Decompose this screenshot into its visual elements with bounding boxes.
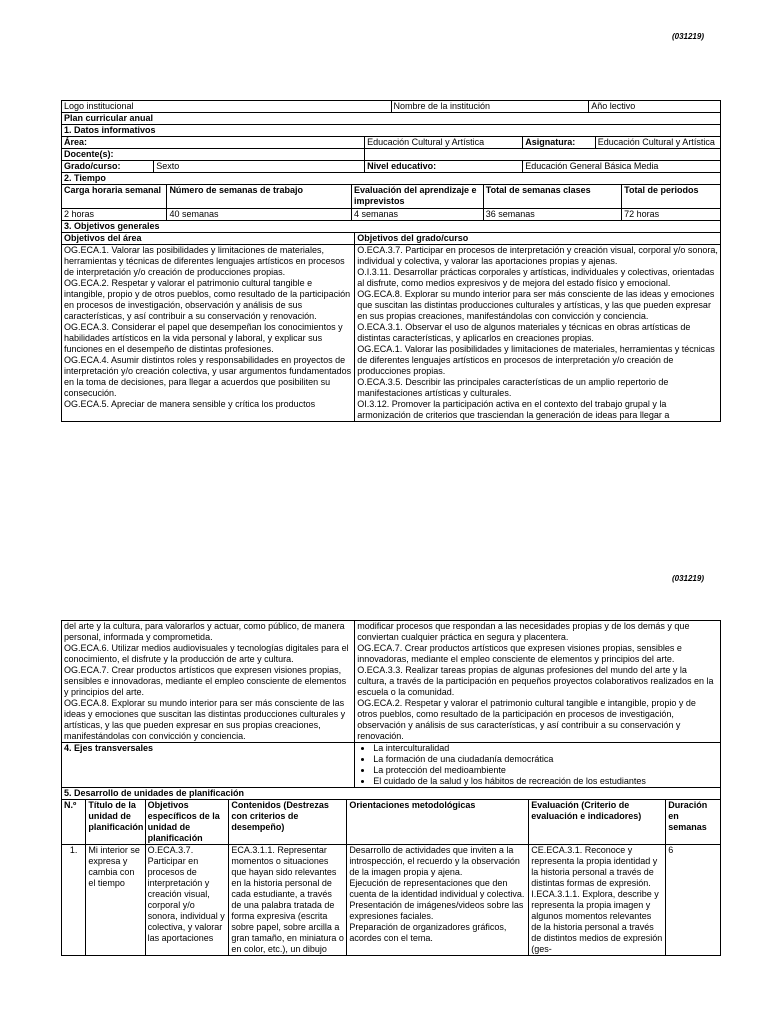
table-row	[62, 845, 721, 956]
objetivos-table-2	[61, 620, 721, 800]
datos-table	[61, 136, 721, 185]
section-objetivos-title: 3. Objetivos generales	[62, 221, 721, 233]
section-unidades-title: 5. Desarrollo de unidades de planificación	[62, 788, 721, 800]
unidades-header-titulo: Título de la unidad de planificación	[86, 800, 145, 845]
unidades-header-duracion: Duración en semanas	[666, 800, 721, 845]
unidades-header-evaluacion: Evaluación (Criterio de evaluación e indicadores)	[529, 800, 666, 845]
unidades-header-orientaciones: Orientaciones metodológicas	[347, 800, 529, 845]
docente-value	[365, 149, 721, 161]
objetivos-grado-text-2: modificar procesos que respondan a las necesidades propias y de los demás y que conviertan cualquier práctica en segura y placentera. OG.ECA.7. Crear productos artísticos que expresen visiones propias, sensibles e innovadoras, mediante el empleo consciente de elementos y principios del arte. O.ECA.3.3. Realizar tareas propias de algunas profesiones del mundo del arte y la cultura, a través de la participación en pequeños proyectos colaborativos realizados en la escuela o la comunidad. OG.ECA.2. Respetar y valorar el patrimonio cultural tangible e intangible, propio y de otros pueblos, como resultado de la participación en procesos de investigación, observación y análisis de sus características, y así contribuir a su conservación y renovación.	[355, 621, 721, 743]
institution-cell: Nombre de la institución	[391, 101, 589, 113]
tiempo-value-periodos: 72 horas	[622, 209, 721, 221]
unidades-header-contenidos: Contenidos (Destrezas con criterios de desempeño)	[229, 800, 347, 845]
objetivos-area-text-2: del arte y la cultura, para valorarlos y actuar, como público, de manera personal, informada y comprometida. OG.ECA.6. Utilizar medios audiovisuales y tecnologías digitales para el conocimiento, el disfrute y la producción de arte y cultura. OG.ECA.7. Crear productos artísticos que expresen visiones propias, sensibles e innovadoras, mediante el empleo consciente de elementos y principios del arte. OG.ECA.8. Explorar su mundo interior para ser más consciente de las ideas y emociones que suscitan las distintas producciones culturales y artísticas, y las que pueden expresar en sus propias creaciones, manifestándolas con convicción y conciencia.	[62, 621, 355, 743]
unidad-titulo: Mi interior se expresa y cambia con el tiempo	[86, 845, 145, 956]
eje-item: • La protección del medioambiente	[373, 765, 718, 776]
area-label: Área:	[62, 137, 365, 149]
tiempo-value-carga: 2 horas	[62, 209, 167, 221]
grado-label: Grado/curso:	[62, 161, 154, 173]
unidad-num: 1.	[62, 845, 86, 956]
unidades-table	[61, 799, 721, 956]
tiempo-header-total-semanas: Total de semanas clases	[483, 185, 621, 209]
eje-item: • La formación de una ciudadanía democrática	[373, 754, 718, 765]
year-cell: Año lectivo	[589, 101, 721, 113]
ejes-list-cell	[355, 743, 721, 788]
header-table	[61, 100, 721, 137]
unidad-duracion: 6	[666, 845, 721, 956]
objetivos-grado-header: Objetivos del grado/curso	[355, 233, 721, 245]
ejes-list	[357, 743, 718, 787]
tiempo-header-periodos: Total de periodos	[622, 185, 721, 209]
unidad-contenidos: ECA.3.1.1. Representar momentos o situaciones que hayan sido relevantes en la historia personal de cada estudiante, a través de una palabra tratada de forma expresiva (escrita sobre papel, sobre arcilla a gran tamaño, en miniatura o en color, etc.), un dibujo	[229, 845, 347, 956]
plan-title: Plan curricular anual	[62, 113, 721, 125]
grado-value: Sexto	[154, 161, 365, 173]
document-code-page-2: (031219)	[671, 574, 704, 583]
objetivos-table-1	[61, 232, 721, 422]
unidades-header-objetivos: Objetivos específicos de la unidad de planificación	[145, 800, 229, 845]
objetivos-area-text-1: OG.ECA.1. Valorar las posibilidades y limitaciones de materiales, herramientas y técnicas de diferentes lenguajes artísticos en procesos de interpretación y/o creación de producciones propias. OG.ECA.2. Respetar y valorar el patrimonio cultural tangible e intangible, propio y de otros pueblos, como resultado de la participación en procesos de investigación, observación y análisis de sus características, y así contribuir a su conservación y renovación. OG.ECA.3. Considerar el papel que desempeñan los conocimientos y habilidades artísticos en la vida personal y laboral, y explicar sus funciones en el desempeño de distintas profesiones. OG.ECA.4. Asumir distintos roles y responsabilidades en proyectos de interpretación y/o creación colectiva, y usar argumentos fundamentados en la toma de decisiones, para llegar a acuerdos que posibiliten su consecución. OG.ECA.5. Apreciar de manera sensible y crítica los productos	[62, 245, 355, 422]
docente-label: Docente(s):	[62, 149, 365, 161]
unidad-evaluacion: CE.ECA.3.1. Reconoce y representa la propia identidad y la historia personal a través de distintas formas de expresión. I.ECA.3.1.1. Explora, describe y representa la propia imagen y algunos momentos relevantes de la historia personal a través de distintos medios de expresión (ges-	[529, 845, 666, 956]
section-datos-title: 1. Datos informativos	[62, 125, 721, 137]
objetivos-grado-text-1: O.ECA.3.7. Participar en procesos de interpretación y creación visual, corporal y/o sonora, individual y colectiva, y valorar las aportaciones propias y ajenas. O.I.3.11. Desarrollar prácticas corporales y artísticas, individuales y colectivas, orientadas al disfrute, como medios expresivos y de mejora del estado físico y emocional. OG.ECA.8. Explorar su mundo interior para ser más consciente de las ideas y emociones que suscitan las distintas producciones culturales y artísticas, y las que pueden expresar en sus propias creaciones, manifestándolas con convicción y conciencia. O.ECA.3.1. Observar el uso de algunos materiales y técnicas en obras artísticas de distintas características, y aplicarlos en creaciones propias. OG.ECA.1. Valorar las posibilidades y limitaciones de materiales, herramientas y técnicas de diferentes lenguajes artísticos en procesos de interpretación y/o creación de producciones propias. O.ECA.3.5. Describir las principales características de un amplio repertorio de manifestaciones artísticas y culturales. OI.3.12. Promover la participación activa en el contexto del trabajo grupal y la armonización de criterios que trasciendan la generación de ideas para llegar a	[355, 245, 721, 422]
asignatura-label: Asignatura:	[523, 137, 595, 149]
eje-item: • El cuidado de la salud y los hábitos de recreación de los estudiantes	[373, 776, 718, 787]
tiempo-table	[61, 184, 721, 233]
objetivos-area-header: Objetivos del área	[62, 233, 355, 245]
eje-item: • La interculturalidad	[373, 743, 718, 754]
tiempo-header-carga: Carga horaria semanal	[62, 185, 167, 209]
page-1-table-block	[61, 100, 721, 422]
section-tiempo-title: 2. Tiempo	[62, 173, 721, 185]
asignatura-value: Educación Cultural y Artística	[595, 137, 720, 149]
unidad-objetivos: O.ECA.3.7. Participar en procesos de interpretación y creación visual, corporal y/o sonora, individual y colectiva, y valorar las aportaciones	[145, 845, 229, 956]
page-2-table-block	[61, 620, 721, 956]
tiempo-header-semanas: Número de semanas de trabajo	[167, 185, 352, 209]
tiempo-value-evaluacion: 4 semanas	[351, 209, 483, 221]
document-code: (031219)	[671, 32, 704, 41]
section-ejes-title: 4. Ejes transversales	[62, 743, 355, 788]
unidad-orientaciones: Desarrollo de actividades que inviten a la introspección, el recuerdo y la observación de la imagen propia y ajena. Ejecución de representaciones que den cuenta de la identidad individual y colectiva. Presentación de imágenes/videos sobre las expresiones faciales. Preparación de organizadores gráficos, acordes con el tema.	[347, 845, 529, 956]
area-value: Educación Cultural y Artística	[365, 137, 523, 149]
nivel-value: Educación General Básica Media	[523, 161, 721, 173]
tiempo-header-evaluacion: Evaluación del aprendizaje e imprevistos	[351, 185, 483, 209]
unidades-header-num: N.º	[62, 800, 86, 845]
nivel-label: Nivel educativo:	[365, 161, 523, 173]
tiempo-value-total-semanas: 36 semanas	[483, 209, 621, 221]
logo-cell: Logo institucional	[62, 101, 392, 113]
tiempo-value-semanas: 40 semanas	[167, 209, 352, 221]
